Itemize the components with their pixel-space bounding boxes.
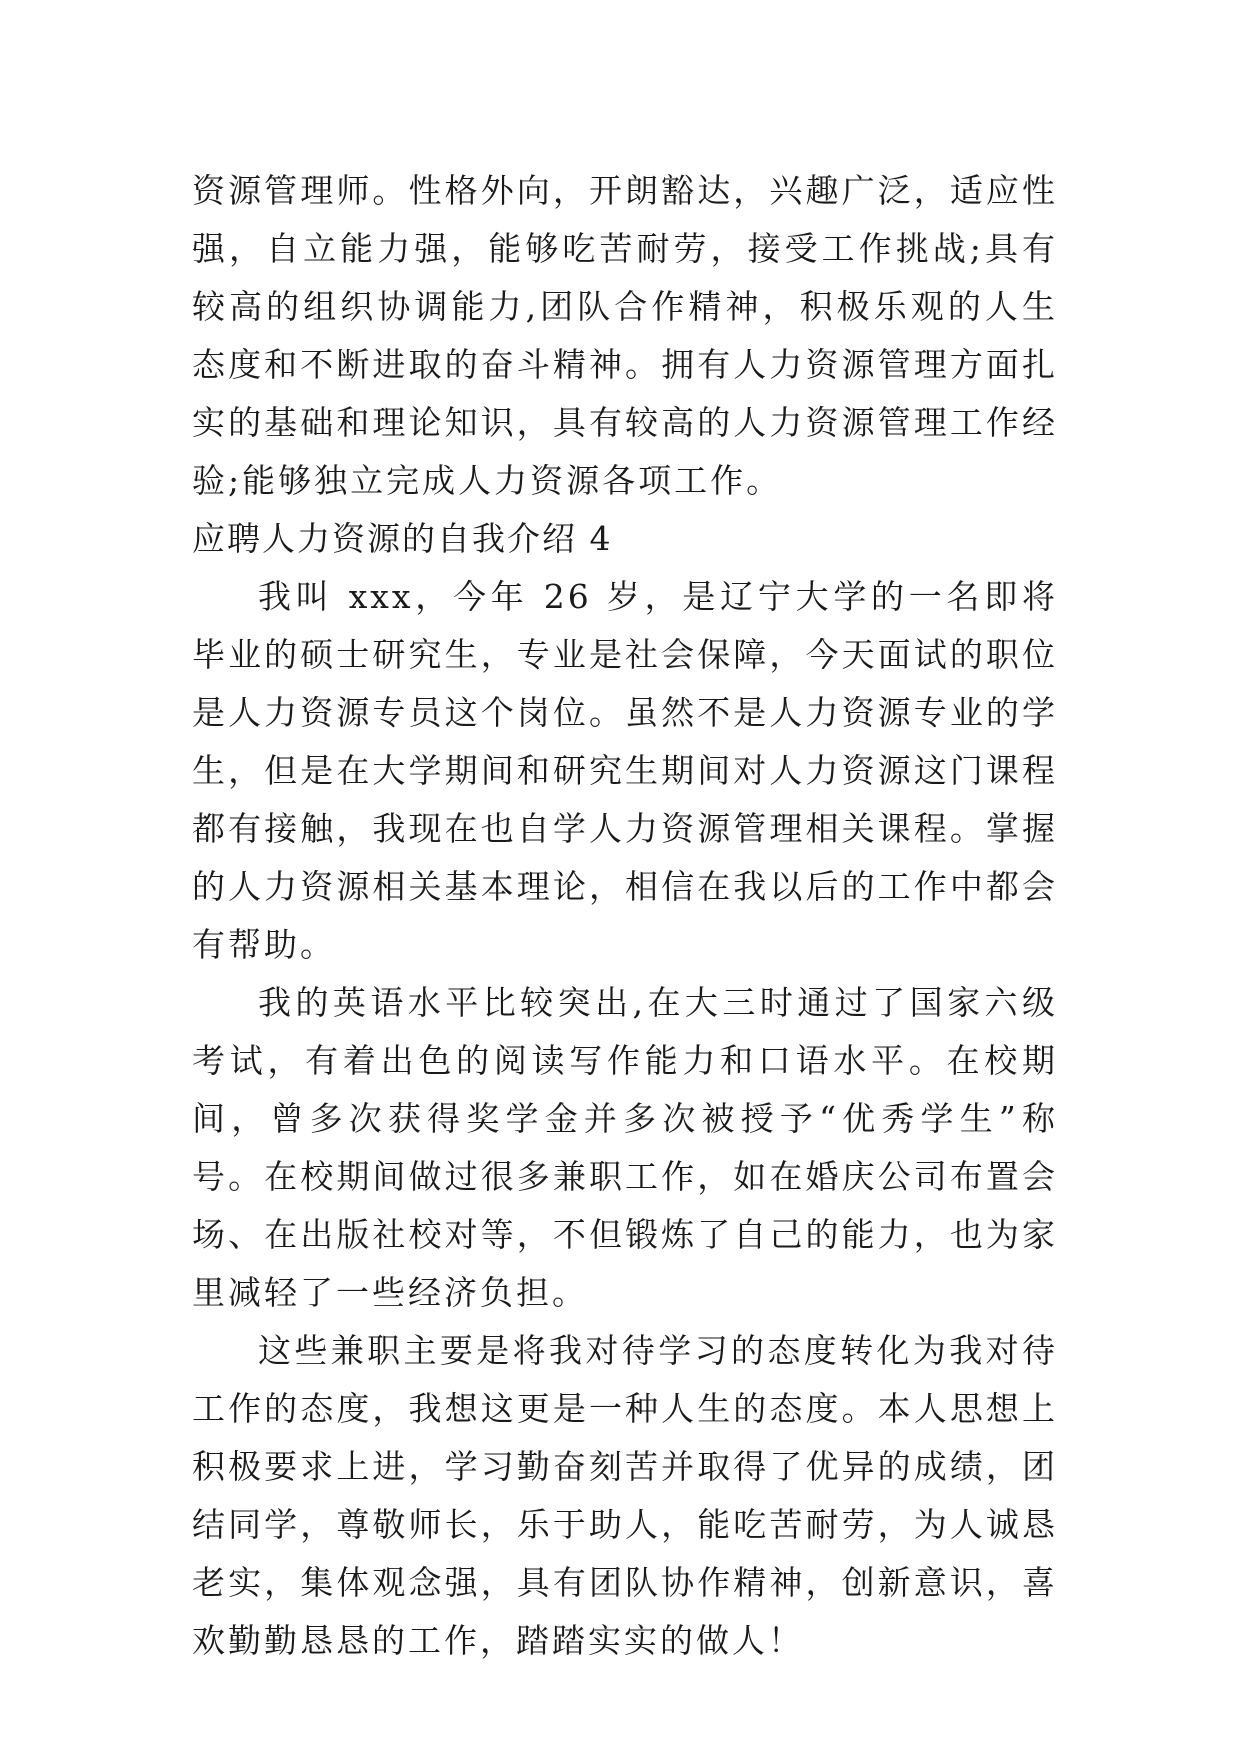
- paragraph-intro: 我叫 xxx，今年 26 岁，是辽宁大学的一名即将毕业的硕士研究生，专业是社会保障，今天面试的职位是人力资源专员这个岗位。虽然不是人力资源专业的学生，但是在大学期间和研究生期间对人力资源这门课程都有接触，我现在也自学人力资源管理相关课程。掌握的人力资源相关基本理论，相信在我以后的工作中都会有帮助。: [192, 577, 1058, 964]
- section-heading: 应聘人力资源的自我介绍 4: [192, 519, 613, 558]
- paragraph-continuation: 资源管理师。性格外向，开朗豁达，兴趣广泛，适应性强，自立能力强，能够吃苦耐劳，接受工作挑战;具有较高的组织协调能力,团队合作精神，积极乐观的人生态度和不断进取的奋斗精神。拥有人力资源管理方面扎实的基础和理论知识，具有较高的人力资源管理工作经验;能够独立完成人力资源各项工作。: [192, 171, 1058, 500]
- paragraph-english-skills: 我的英语水平比较突出,在大三时通过了国家六级考试，有着出色的阅读写作能力和口语水平。在校期间，曾多次获得奖学金并多次被授予“优秀学生”称号。在校期间做过很多兼职工作，如在婚庆公司布置会场、在出版社校对等，不但锻炼了自己的能力，也为家里减轻了一些经济负担。: [192, 983, 1058, 1312]
- paragraph-attitude: 这些兼职主要是将我对待学习的态度转化为我对待工作的态度，我想这更是一种人生的态度。本人思想上积极要求上进，学习勤奋刻苦并取得了优异的成绩，团结同学，尊敬师长，乐于助人，能吃苦耐劳，为人诚恳老实，集体观念强，具有团队协作精神，创新意识，喜欢勤勤恳恳的工作，踏踏实实的做人！: [192, 1331, 1058, 1660]
- document-body: [192, 162, 1058, 1670]
